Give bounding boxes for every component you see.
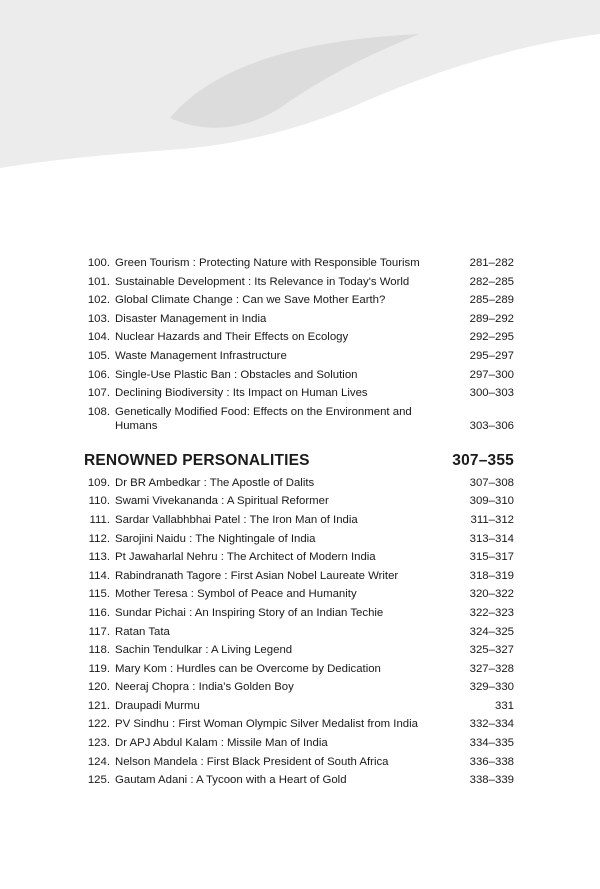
toc-entry — [84, 662, 514, 681]
entry-pages: 320–322 — [469, 588, 514, 601]
entry-number: 114. — [88, 569, 110, 582]
entry-pages: 338–339 — [469, 774, 514, 787]
entries-after-list — [84, 476, 514, 792]
entry-pages: 324–325 — [469, 625, 514, 638]
entry-title: Neeraj Chopra : India's Golden Boy — [115, 681, 294, 694]
entry-title: Disaster Management in India — [115, 312, 267, 325]
entry-number: 121. — [87, 699, 110, 712]
toc-entry — [84, 717, 514, 736]
entry-number: 113. — [88, 551, 110, 564]
toc-entry — [84, 773, 514, 792]
entry-number: 119. — [88, 662, 110, 675]
entry-title: Green Tourism : Protecting Nature with Responsible Tourism — [115, 257, 420, 269]
entry-title: Draupadi Murmu — [115, 699, 200, 712]
entry-title: Rabindranath Tagore : First Asian Nobel Laureate Writer — [115, 569, 399, 582]
entry-title: Single-Use Plastic Ban : Obstacles and Solution — [115, 368, 358, 381]
entry-title: Mother Teresa : Symbol of Peace and Humanity — [115, 588, 357, 601]
entry-pages: 336–338 — [469, 755, 514, 768]
entry-number: 108. — [87, 405, 110, 418]
entry-title: Ratan Tata — [115, 625, 170, 638]
entry-pages: 285–289 — [469, 294, 514, 307]
entry-number: 123. — [87, 737, 110, 750]
entry-title: Gautam Adani : A Tycoon with a Heart of Gold — [115, 774, 347, 787]
toc-entry — [84, 625, 514, 644]
entry-number: 111. — [89, 513, 110, 526]
toc-entry — [84, 349, 514, 368]
entry-pages: 322–323 — [469, 606, 514, 619]
entry-title: Waste Management Infrastructure — [115, 349, 287, 362]
entry-pages: 295–297 — [469, 349, 514, 362]
toc-entry — [84, 293, 514, 312]
entry-number: 102. — [87, 294, 110, 307]
entry-number: 100. — [87, 257, 110, 269]
toc-entry — [84, 330, 514, 349]
toc-entry — [84, 569, 514, 588]
entry-title: Swami Vivekananda : A Spiritual Reformer — [115, 495, 329, 508]
entry-title: PV Sindhu : First Woman Olympic Silver Medalist from India — [115, 718, 419, 731]
entry-number: 115. — [88, 588, 110, 601]
toc-entry — [84, 643, 514, 662]
toc-entry — [84, 476, 514, 495]
entry-pages: 282–285 — [469, 275, 514, 288]
entry-number: 110. — [88, 495, 110, 508]
entry-number: 124. — [87, 755, 110, 768]
entry-number: 107. — [87, 387, 110, 400]
entry-pages: 303–306 — [469, 420, 514, 433]
entry-pages: 325–327 — [469, 644, 514, 657]
toc-entry — [84, 550, 514, 569]
entry-pages: 334–335 — [469, 737, 514, 750]
entry-number: 117. — [88, 625, 110, 638]
entry-title: Dr APJ Abdul Kalam : Missile Man of India — [115, 737, 328, 750]
toc-entry — [84, 405, 514, 438]
entry-pages: 318–319 — [469, 569, 514, 582]
entry-number: 116. — [88, 606, 110, 619]
entry-title: Sundar Pichai : An Inspiring Story of an Indian Techie — [115, 606, 384, 619]
entry-pages: 309–310 — [469, 495, 514, 508]
toc-entry — [84, 532, 514, 551]
entry-number: 122. — [87, 718, 110, 731]
entry-title: Nuclear Hazards and Their Effects on Ecology — [115, 331, 349, 344]
toc-entry — [84, 755, 514, 774]
entry-pages: 313–314 — [469, 532, 514, 545]
entry-pages: 307–308 — [469, 476, 514, 489]
toc-entry — [84, 606, 514, 625]
entry-pages: 332–334 — [469, 718, 514, 731]
toc-entry — [84, 275, 514, 294]
section-heading — [84, 446, 514, 476]
entry-title: Mary Kom : Hurdles can be Overcome by Dedication — [115, 662, 381, 675]
entry-title: Pt Jawaharlal Nehru : The Architect of Modern India — [115, 551, 376, 564]
section-title: RENOWNED PERSONALITIES — [84, 451, 310, 469]
entry-pages: 315–317 — [469, 551, 514, 564]
toc-entry — [84, 312, 514, 331]
toc-entry — [84, 256, 514, 275]
toc-entry — [84, 386, 514, 405]
toc-entry — [84, 680, 514, 699]
entry-pages: 327–328 — [469, 662, 514, 675]
entry-title: Sardar Vallabhbhai Patel : The Iron Man of India — [115, 513, 358, 526]
entry-pages: 281–282 — [469, 257, 514, 269]
entry-pages: 331 — [494, 699, 514, 712]
entry-number: 118. — [88, 644, 110, 657]
entry-pages: 289–292 — [469, 312, 514, 325]
entry-pages: 297–300 — [469, 368, 514, 381]
entry-number: 104. — [87, 331, 110, 344]
entry-number: 109. — [87, 476, 110, 489]
entry-title: Nelson Mandela : First Black President of South Africa — [115, 755, 389, 768]
entries-before-list — [84, 256, 514, 438]
toc-entry — [84, 587, 514, 606]
entry-number: 120. — [87, 681, 110, 694]
entry-number: 101. — [87, 275, 110, 288]
entry-pages: 311–312 — [470, 513, 514, 526]
entry-number: 125. — [87, 774, 110, 787]
table-of-contents — [84, 256, 514, 792]
entry-title: Genetically Modified Food: Effects on the Environment and Humans — [115, 405, 412, 433]
entry-number: 103. — [87, 312, 110, 325]
entry-number: 106. — [87, 368, 110, 381]
toc-entry — [84, 699, 514, 718]
entry-title: Global Climate Change : Can we Save Mother Earth? — [115, 294, 386, 307]
entry-title: Declining Biodiversity : Its Impact on Human Lives — [115, 387, 368, 400]
toc-entry — [84, 494, 514, 513]
entry-title: Dr BR Ambedkar : The Apostle of Dalits — [115, 476, 315, 489]
toc-entry — [84, 368, 514, 387]
entry-pages: 292–295 — [469, 331, 514, 344]
entry-number: 105. — [87, 349, 110, 362]
entry-title: Sarojini Naidu : The Nightingale of India — [115, 532, 316, 545]
section-pages: 307–355 — [452, 451, 514, 469]
entry-pages: 300–303 — [469, 387, 514, 400]
toc-entry — [84, 736, 514, 755]
entry-number: 112. — [88, 532, 110, 545]
entry-title: Sachin Tendulkar : A Living Legend — [115, 644, 293, 657]
entry-pages: 329–330 — [469, 681, 514, 694]
toc-entry — [84, 513, 514, 532]
entry-title: Sustainable Development : Its Relevance in Today's World — [115, 275, 410, 288]
